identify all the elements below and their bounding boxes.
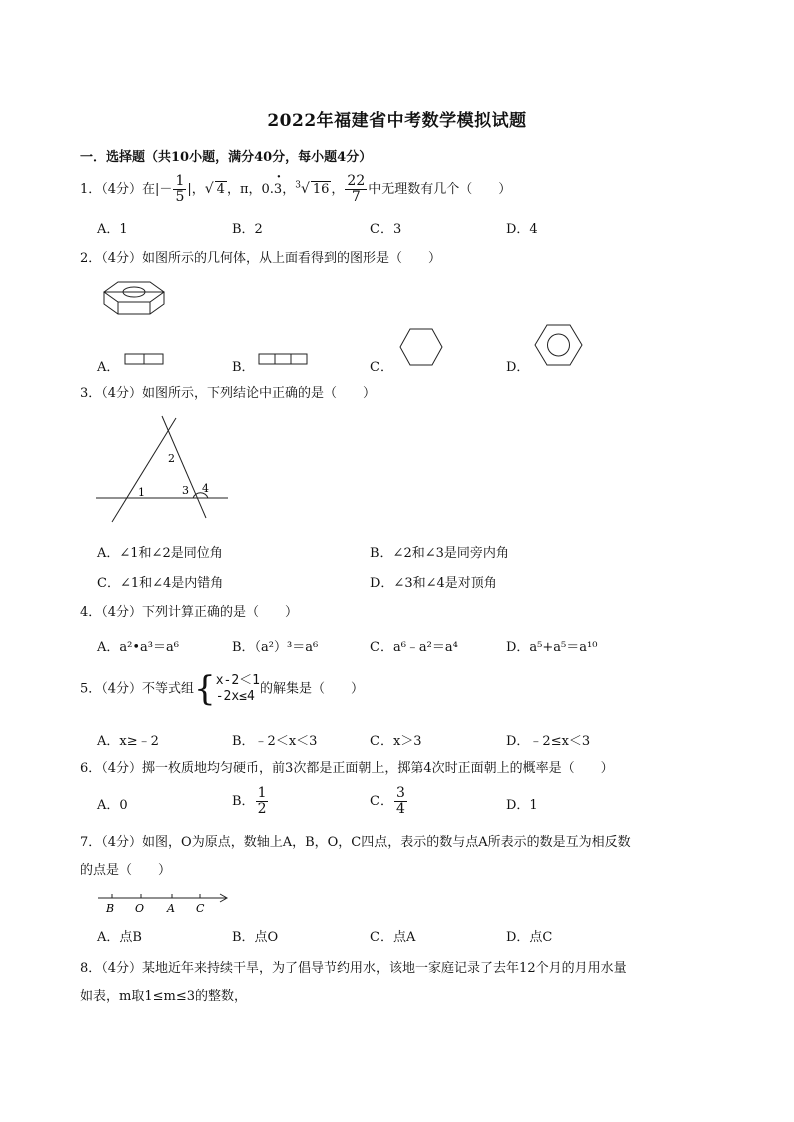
q4-option-d[interactable]: D．a⁵+a⁵＝a¹⁰ xyxy=(506,640,598,655)
angle-label-3: 3 xyxy=(182,484,189,497)
q1-repeating-decimal: 0.3 · xyxy=(262,179,283,201)
q2-option-a[interactable]: A． xyxy=(97,360,120,375)
q4-option-b[interactable]: B．（a²）³＝a⁶ xyxy=(232,640,319,655)
q5-option-d[interactable]: D．﹣2≤x＜3 xyxy=(506,734,591,749)
q2-option-d-hexagon-circle xyxy=(534,322,584,370)
angle-label-2: 2 xyxy=(168,452,175,465)
axis-label-o: O xyxy=(135,902,145,915)
q5-prefix: 5．（4分）不等式组 xyxy=(80,681,195,697)
q7-option-d[interactable]: D．点C xyxy=(506,930,553,945)
axis-label-c: C xyxy=(196,902,205,915)
q1-suffix: 中无理数有几个（ ） xyxy=(368,182,512,197)
q2-option-b[interactable]: B． xyxy=(232,360,255,375)
q1-cbrt-index: 3 xyxy=(295,180,301,191)
q5-option-a[interactable]: A．x≥﹣2 xyxy=(97,734,159,749)
q6-option-a[interactable]: A．0 xyxy=(97,798,128,813)
repeat-dot: · xyxy=(276,170,282,185)
sqrt-icon: √ xyxy=(204,181,214,197)
q1-option-b[interactable]: B．2 xyxy=(232,222,263,237)
q3-option-d[interactable]: D．∠3和∠4是对顶角 xyxy=(370,576,497,591)
question-8-line-2: 如表，m取1≤m≤3的整数， xyxy=(80,989,247,1004)
q5-option-c[interactable]: C．x＞3 xyxy=(370,734,422,749)
q1-sqrt-arg: 4 xyxy=(216,182,225,197)
q2-option-c[interactable]: C． xyxy=(370,360,393,375)
section-heading: 一．选择题（共10小题，满分40分，每小题4分） xyxy=(80,150,373,165)
question-3: 3．（4分）如图所示，下列结论中正确的是（ ） xyxy=(80,386,377,401)
q7-option-b[interactable]: B．点O xyxy=(232,930,279,945)
question-5 xyxy=(80,669,720,709)
inequality-system: x-2＜1 -2x≤4 xyxy=(215,673,260,704)
q6-option-c[interactable]: C． $\frac{3}{4}$ xyxy=(370,785,405,817)
angle-label-4: 4 xyxy=(202,482,209,495)
q2-option-d[interactable]: D． xyxy=(506,360,530,375)
q2-option-c-hexagon xyxy=(398,326,444,370)
question-2: 2．（4分）如图所示的几何体，从上面看得到的图形是（ ） xyxy=(80,251,442,266)
q7-option-a[interactable]: A．点B xyxy=(97,930,142,945)
q1-option-d[interactable]: D．4 xyxy=(506,222,538,237)
q1-option-a[interactable]: A．1 xyxy=(97,222,128,237)
q6-option-b[interactable]: B． $\frac{1}{2}$ xyxy=(232,785,267,817)
number-line-figure xyxy=(96,890,232,914)
axis-label-b: B xyxy=(106,902,115,915)
q1-abs-end: |， xyxy=(187,182,205,197)
page-title: 2022年福建省中考数学模拟试题 xyxy=(267,111,527,131)
question-7-line-2: 的点是（ ） xyxy=(80,863,172,878)
brace-icon: { xyxy=(194,669,216,709)
q4-option-a[interactable]: A．a²•a³＝a⁶ xyxy=(97,640,179,655)
q3-option-b[interactable]: B．∠2和∠3是同旁内角 xyxy=(370,546,509,561)
q3-angle-figure xyxy=(94,414,234,526)
cbrt-icon: √ xyxy=(300,181,310,197)
question-6: 6．（4分）掷一枚质地均匀硬币，前3次都是正面朝上，掷第4次时正面朝上的概率是（ ） xyxy=(80,761,614,776)
q4-option-c[interactable]: C．a⁶﹣a²＝a⁴ xyxy=(370,640,458,655)
q5-option-b[interactable]: B．﹣2＜x＜3 xyxy=(232,734,318,749)
hex-nut-figure xyxy=(100,276,170,320)
q2-option-a-figure xyxy=(124,353,166,367)
q1-fraction-1-5: $\frac{1}{5}$ xyxy=(175,173,185,205)
q6-option-d[interactable]: D．1 xyxy=(506,798,538,813)
q1-pi: ，π， xyxy=(226,182,262,197)
q3-option-c[interactable]: C．∠1和∠4是内错角 xyxy=(97,576,224,591)
q1-fraction-22-7: $\frac{22}{7}$ xyxy=(347,173,366,205)
q2-option-b-figure xyxy=(258,353,310,367)
q7-option-c[interactable]: C．点A xyxy=(370,930,416,945)
question-4: 4．（4分）下列计算正确的是（ ） xyxy=(80,605,299,620)
q3-option-a[interactable]: A．∠1和∠2是同位角 xyxy=(97,546,223,561)
q1-option-c[interactable]: C．3 xyxy=(370,222,402,237)
q1-prefix: 1．（4分）在|－ xyxy=(80,182,173,197)
question-7-line-1: 7．（4分）如图，O为原点，数轴上A，B，O，C四点，表示的数与点A所表示的数是互为相反数 xyxy=(80,835,631,850)
axis-label-a: A xyxy=(167,902,175,915)
question-8-line-1: 8．（4分）某地近年来持续干旱，为了倡导节约用水，该地一家庭记录了去年12个月的月用水量 xyxy=(80,961,627,976)
angle-label-1: 1 xyxy=(138,486,145,499)
question-1: 1．（4分）在|－ $\frac{1}{5}$ |，√ 4 ，π，0.3 · ，$^3$√ 16 ， $\frac{22}{7}$ 中无理数有几个（ ） xyxy=(80,174,720,205)
q1-cbrt-arg: 16 xyxy=(312,182,330,197)
q5-suffix: 的解集是（ ） xyxy=(260,681,365,697)
